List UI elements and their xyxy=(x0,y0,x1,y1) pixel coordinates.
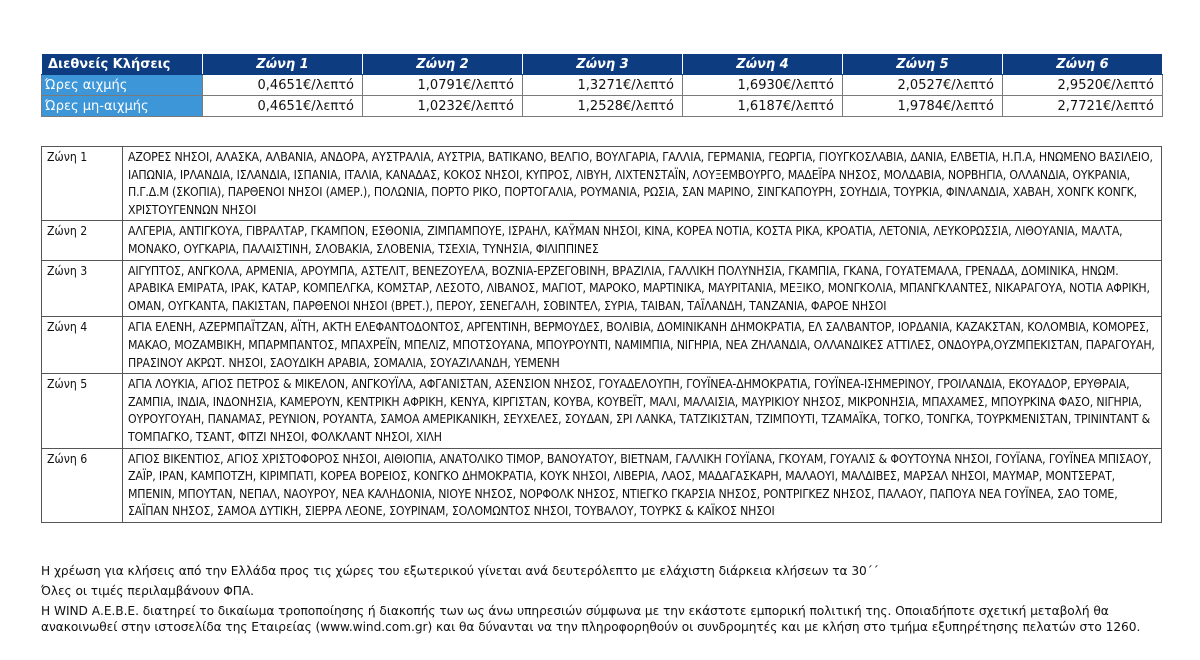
rate-value: 2,0527€/λεπτό xyxy=(843,75,1003,96)
zone-countries: ΑΓΙΟΣ ΒΙΚΕΝΤΙΟΣ, ΑΓΙΟΣ ΧΡΙΣΤΟΦΟΡΟΣ ΝΗΣΟΙ, ΑΙΘΙΟΠΙΑ, ΑΝΑΤΟΛΙΚΟ ΤΙΜΟΡ, ΒΑΝΟΥΑΤΟΥ, ΒΙΕΤΝΑΜ, ΓΑΛΛΙΚΗ ΓΟΥΪΑΝΑ, ΓΚΟΥΑΜ, ΓΟΥΑΛΙΣ & ΦΟΥΤΟΥΝΑ ΝΗΣΟΙ, ΓΟΥΪΑΝΑ, ΓΟΥΪΝΕΑ ΜΠΙΣΑΟΥ, ΖΑΪΡ, ΙΡΑΝ, ΚΑΜΠΟΤΖΗ, ΚΙΡΙΜΠΑΤΙ, ΚΟΡΕΑ ΒΟΡΕΙΟΣ, ΚΟΝΓΚΟ ΔΗΜΟΚΡΑΤΙΑ, ΚΟΥΚ ΝΗΣΟΙ, ΛΙΒΕΡΙΑ, ΛΑΟΣ, ΜΑΔΑΓΑΣΚΑΡΗ, ΜΑΛΑΟΥΙ, ΜΑΛΔΙΒΕΣ, ΜΑΡΣΑΛ ΝΗΣΟΙ, ΜΑΥΜΑΡ, ΜΟΝΤΣΕΡΑΤ, ΜΠΕΝΙΝ, ΜΠΟΥΤΑΝ, ΝΕΠΑΛ, ΝΑΟΥΡΟΥ, ΝΕΑ ΚΑΛΗΔΟΝΙΑ, ΝΙΟΥΕ ΝΗΣΟΣ, ΝΟΡΦΟΛΚ ΝΗΣΟΣ, ΝΤΙΕΓΚΟ ΓΚΑΡΣΙΑ ΝΗΣΟΣ, ΡΟΝΤΡΙΓΚΕΖ ΝΗΣΟΣ, ΠΑΛΑΟΥ, ΠΑΠΟΥΑ ΝΕΑ ΓΟΥΪΝΕΑ, ΣΑΟ ΤΟΜΕ, ΣΑΪΠΑΝ ΝΗΣΟΣ, ΣΑΜΟΑ ΔΥΤΙΚΗ, ΣΙΕΡΡΑ ΛΕΟΝΕ, ΣΟΥΡΙΝΑΜ, ΣΟΛΟΜΩΝΤΟΣ ΝΗΣΟΙ, ΤΟΥΒΑΛΟΥ, ΤΟΥΡΚΣ & ΚΑΪΚΟΣ ΝΗΣΟΙ xyxy=(123,448,1162,522)
zone-countries: ΑΛΓΕΡΙΑ, ΑΝΤΙΓΚΟΥΑ, ΓΙΒΡΑΛΤΑΡ, ΓΚΑΜΠΟΝ, ΕΣΘΟΝΙΑ, ΖΙΜΠΑΜΠΟΥΕ, ΙΣΡΑΗΛ, ΚΑΫΜΑΝ ΝΗΣΟΙ, ΚΙΝΑ, ΚΟΡΕΑ ΝΟΤΙΑ, ΚΟΣΤΑ ΡΙΚΑ, ΚΡΟΑΤΙΑ, ΛΕΤΟΝΙΑ, ΛΕΥΚΟΡΩΣΣΙΑ, ΛΙΘΟΥΑΝΙΑ, ΜΑΛΤΑ, ΜΟΝΑΚΟ, ΟΥΓΚΑΡΙΑ, ΠΑΛΑΙΣΤΙΝΗ, ΣΛΟΒΑΚΙΑ, ΣΛΟΒΕΝΙΑ, ΤΣΕΧΙΑ, ΤΥΝΗΣΙΑ, ΦΙΛΙΠΠΙΝΕΣ xyxy=(123,221,1162,260)
terms-note: Η WIND Α.Ε.Β.Ε. διατηρεί το δικαίωμα τροποποίησης ή διακοπής των ως άνω υπηρεσιών σύμφωνα με την εκάστοτε εμπορική πολιτική της. Οποιαδήποτε σχετική μεταβολή θα ανακοινωθεί στην ιστοσελίδα της Εταιρείας (www.wind.com.gr) και θα δύνανται να την πληροφορηθούν οι συνδρομητές και με κλήση στο τμήμα εξυπηρέτησης πελατών στο 1260. xyxy=(41,604,1141,634)
rates-header-title: Διεθνείς Κλήσεις xyxy=(42,54,203,75)
zone-row xyxy=(42,374,1162,448)
rate-value: 1,6930€/λεπτό xyxy=(683,75,843,96)
footnotes xyxy=(41,563,1166,640)
zone-row xyxy=(42,260,1162,317)
rates-row-peak xyxy=(42,75,1163,96)
rate-value: 2,7721€/λεπτό xyxy=(1003,96,1163,117)
zone-row xyxy=(42,147,1162,221)
billing-note: Η χρέωση για κλήσεις από την Ελλάδα προς τις χώρες του εξωτερικού γίνεται ανά δευτερόλεπτο με ελάχιστη διάρκεια κλήσεων τα 30΄΄ xyxy=(41,564,879,578)
rate-value: 1,0232€/λεπτό xyxy=(363,96,523,117)
rate-value: 0,4651€/λεπτό xyxy=(203,75,363,96)
rates-header-zone-2: Ζώνη 2 xyxy=(363,54,523,75)
rates-header-zone-3: Ζώνη 3 xyxy=(523,54,683,75)
zone-name: Ζώνη 4 xyxy=(42,317,123,374)
zone-countries: ΑΓΙΑ ΕΛΕΝΗ, ΑΖΕΡΜΠΑΪΤΖΑΝ, ΑΪΤΗ, ΑΚΤΗ ΕΛΕΦΑΝΤΟΔΟΝΤΟΣ, ΑΡΓΕΝΤΙΝΗ, ΒΕΡΜΟΥΔΕΣ, ΒΟΛΙΒΙΑ, ΔΟΜΙΝΙΚΑΝΗ ΔΗΜΟΚΡΑΤΙΑ, ΕΛ ΣΑΛΒΑΝΤΟΡ, ΙΟΡΔΑΝΙΑ, ΚΑΖΑΚΣΤΑΝ, ΚΟΛΟΜΒΙΑ, ΚΟΜΟΡΕΣ, ΜΑΚΑΟ, ΜΟΖΑΜΒΙΚΗ, ΜΠΑΡΜΠΑΝΤΟΣ, ΜΠΑΧΡΕΪΝ, ΜΠΕΛΙΖ, ΜΠΟΤΣΟΥΑΝΑ, ΜΠΟΥΡΟΥΝΤΙ, ΝΑΜΙΜΠΙΑ, ΝΙΓΗΡΙΑ, ΝΕΑ ΖΗΛΑΝΔΙΑ, ΟΛΛΑΝΔΙΚΕΣ ΑΤΤΙΛΕΣ, ΟΝΔΟΥΡΑ,ΟΥΖΜΠΕΚΙΣΤΑΝ, ΠΑΡΑΓΟΥΑΗ, ΠΡΑΣΙΝΟΥ ΑΚΡΩΤ. ΝΗΣΟΙ, ΣΑΟΥΔΙΚΗ ΑΡΑΒΙΑ, ΣΟΜΑΛΙΑ, ΣΟΥΑΖΙΛΑΝΔΗ, ΥΕΜΕΝΗ xyxy=(123,317,1162,374)
zone-name: Ζώνη 6 xyxy=(42,448,123,522)
rate-value: 0,4651€/λεπτό xyxy=(203,96,363,117)
rate-label-offpeak: Ώρες μη-αιχμής xyxy=(42,96,203,117)
rate-value: 1,2528€/λεπτό xyxy=(523,96,683,117)
rate-value: 1,3271€/λεπτό xyxy=(523,75,683,96)
rates-row-offpeak xyxy=(42,96,1163,117)
zone-row xyxy=(42,221,1162,260)
rates-header-zone-5: Ζώνη 5 xyxy=(843,54,1003,75)
rate-value: 2,9520€/λεπτό xyxy=(1003,75,1163,96)
rates-header-zone-1: Ζώνη 1 xyxy=(203,54,363,75)
international-rates-table xyxy=(41,53,1163,117)
zone-name: Ζώνη 3 xyxy=(42,260,123,317)
zone-countries: ΑΓΙΑ ΛΟΥΚΙΑ, ΑΓΙΟΣ ΠΕΤΡΟΣ & ΜΙΚΕΛΟΝ, ΑΝΓΚΟΥΪΛΑ, ΑΦΓΑΝΙΣΤΑΝ, ΑΣΕΝΣΙΟΝ ΝΗΣΟΣ, ΓΟΥΑΔΕΛΟΥΠΗ, ΓΟΥΪΝΕΑ-ΔΗΜΟΚΡΑΤΙΑ, ΓΟΥΪΝΕΑ-ΙΣΗΜΕΡΙΝΟΥ, ΓΡΟΙΛΑΝΔΙΑ, ΕΚΟΥΑΔΟΡ, ΕΡΥΘΡΑΙΑ, ΖΑΜΠΙΑ, ΙΝΔΙΑ, ΙΝΔΟΝΗΣΙΑ, ΚΑΜΕΡΟΥΝ, ΚΕΝΤΡΙΚΗ ΑΦΡΙΚΗ, ΚΕΝΥΑ, ΚΙΡΓΙΣΤΑΝ, ΚΟΥΒΑ, ΚΟΥΒΕΪΤ, ΜΑΛΙ, ΜΑΛΑΙΣΙΑ, ΜΑΥΡΙΚΙΟΥ ΝΗΣΟΣ, ΜΙΚΡΟΝΗΣΙΑ, ΜΠΑΧΑΜΕΣ, ΜΠΟΥΡΚΙΝΑ ΦΑΣΟ, ΝΙΓΗΡΙΑ, ΟΥΡΟΥΓΟΥΑΗ, ΠΑΝΑΜΑΣ, ΡΕΥΝΙΟΝ, ΡΟΥΑΝΤΑ, ΣΑΜΟΑ ΑΜΕΡΙΚΑΝΙΚΗ, ΣΕΥΧΕΛΕΣ, ΣΟΥΔΑΝ, ΣΡΙ ΛΑΝΚΑ, ΤΑΤΖΙΚΙΣΤΑΝ, ΤΖΙΜΠΟΥΤΙ, ΤΖΑΜΑΪΚΑ, ΤΟΓΚΟ, ΤΟΝΓΚΑ, ΤΟΥΡΚΜΕΝΙΣΤΑΝ, ΤΡΙΝΙΝΤΑΝΤ & ΤΟΜΠΑΓΚΟ, ΤΣΑΝΤ, ΦΙΤΖΙ ΝΗΣΟΙ, ΦΟΛΚΛΑΝΤ ΝΗΣΟΙ, ΧΙΛΗ xyxy=(123,374,1162,448)
zone-name: Ζώνη 5 xyxy=(42,374,123,448)
zone-countries-table xyxy=(41,146,1162,523)
rates-header-row xyxy=(42,54,1163,75)
rates-header-zone-4: Ζώνη 4 xyxy=(683,54,843,75)
zone-name: Ζώνη 1 xyxy=(42,147,123,221)
rates-header-zone-6: Ζώνη 6 xyxy=(1003,54,1163,75)
rate-value: 1,6187€/λεπτό xyxy=(683,96,843,117)
zone-row xyxy=(42,317,1162,374)
zone-row xyxy=(42,448,1162,522)
rate-label-peak: Ώρες αιχμής xyxy=(42,75,203,96)
rate-value: 1,9784€/λεπτό xyxy=(843,96,1003,117)
zone-countries: ΑΙΓΥΠΤΟΣ, ΑΝΓΚΟΛΑ, ΑΡΜΕΝΙΑ, ΑΡΟΥΜΠΑ, ΑΣΤΕΛΙΤ, ΒΕΝΕΖΟΥΕΛΑ, ΒΟΖΝΙΑ-ΕΡΖΕΓΟΒΙΝΗ, ΒΡΑΖΙΛΙΑ, ΓΑΛΛΙΚΗ ΠΟΛΥΝΗΣΙΑ, ΓΚΑΜΠΙΑ, ΓΚΑΝΑ, ΓΟΥΑΤΕΜΑΛΑ, ΓΡΕΝΑΔΑ, ΔΟΜΙΝΙΚΑ, ΗΝΩΜ. ΑΡΑΒΙΚΑ ΕΜΙΡΑΤΑ, ΙΡΑΚ, ΚΑΤΑΡ, ΚΟΜΠΕΛΓΚΑ, ΚΟΜΣΤΑΡ, ΛΕΣΟΤΟ, ΛΙΒΑΝΟΣ, ΜΑΓΙΟΤ, ΜΑΡΟΚΟ, ΜΑΡΤΙΝΙΚΑ, ΜΑΥΡΙΤΑΝΙΑ, ΜΕΞΙΚΟ, ΜΟΝΓΚΟΛΙΑ, ΜΠΑΝΓΚΛΑΝΤΕΣ, ΝΙΚΑΡΑΓΟΥΑ, ΝΟΤΙΑ ΑΦΡΙΚΗ, ΟΜΑΝ, ΟΥΓΚΑΝΤΑ, ΠΑΚΙΣΤΑΝ, ΠΑΡΘΕΝΟΙ ΝΗΣΟΙ (ΒΡΕΤ.), ΠΕΡΟΥ, ΣΕΝΕΓΑΛΗ, ΣΟΒΙΝΤΕΛ, ΣΥΡΙΑ, ΤΑΙΒΑΝ, ΤΑΪΛΑΝΔΗ, ΤΑΝΖΑΝΙΑ, ΦΑΡΟΕ ΝΗΣΟΙ xyxy=(123,260,1162,317)
zone-countries: ΑΖΟΡΕΣ ΝΗΣΟΙ, ΑΛΑΣΚΑ, ΑΛΒΑΝΙΑ, ΑΝΔΟΡΑ, ΑΥΣΤΡΑΛΙΑ, ΑΥΣΤΡΙΑ, ΒΑΤΙΚΑΝΟ, ΒΕΛΓΙΟ, ΒΟΥΛΓΑΡΙΑ, ΓΑΛΛΙΑ, ΓΕΡΜΑΝΙΑ, ΓΕΩΡΓΙΑ, ΓΙΟΥΓΚΟΣΛΑΒΙΑ, ΔΑΝΙΑ, ΕΛΒΕΤΙΑ, Η.Π.Α, ΗΝΩΜΕΝΟ ΒΑΣΙΛΕΙΟ, ΙΑΠΩΝΙΑ, ΙΡΛΑΝΔΙΑ, ΙΣΛΑΝΔΙΑ, ΙΣΠΑΝΙΑ, ΙΤΑΛΙΑ, ΚΑΝΑΔΑΣ, ΚΟΚΟΣ ΝΗΣΟΙ, ΚΥΠΡΟΣ, ΛΙΒΥΗ, ΛΙΧΤΕΝΣΤΑΪΝ, ΛΟΥΞΕΜΒΟΥΡΓΟ, ΜΑΔΕΪΡΑ ΝΗΣΟΣ, ΜΟΛΔΑΒΙΑ, ΝΟΡΒΗΓΙΑ, ΟΛΛΑΝΔΙΑ, ΟΥΚΡΑΝΙΑ, Π.Γ.Δ.Μ (ΣΚΟΠΙΑ), ΠΑΡΘΕΝΟΙ ΝΗΣΟΙ (ΑΜΕΡ.), ΠΟΛΩΝΙΑ, ΠΟΡΤΟ ΡΙΚΟ, ΠΟΡΤΟΓΑΛΙΑ, ΡΟΥΜΑΝΙΑ, ΡΩΣΙΑ, ΣΑΝ ΜΑΡΙΝΟ, ΣΙΝΓΚΑΠΟΥΡΗ, ΣΟΥΗΔΙΑ, ΤΟΥΡΚΙΑ, ΦΙΝΛΑΝΔΙΑ, ΧΑΒΑΗ, ΧΟΝΓΚ ΚΟΝΓΚ, ΧΡΙΣΤΟΥΓΕΝΝΩΝ ΝΗΣΟΙ xyxy=(123,147,1162,221)
zone-name: Ζώνη 2 xyxy=(42,221,123,260)
vat-note: Όλες οι τιμές περιλαμβάνουν ΦΠΑ. xyxy=(41,584,254,598)
rate-value: 1,0791€/λεπτό xyxy=(363,75,523,96)
